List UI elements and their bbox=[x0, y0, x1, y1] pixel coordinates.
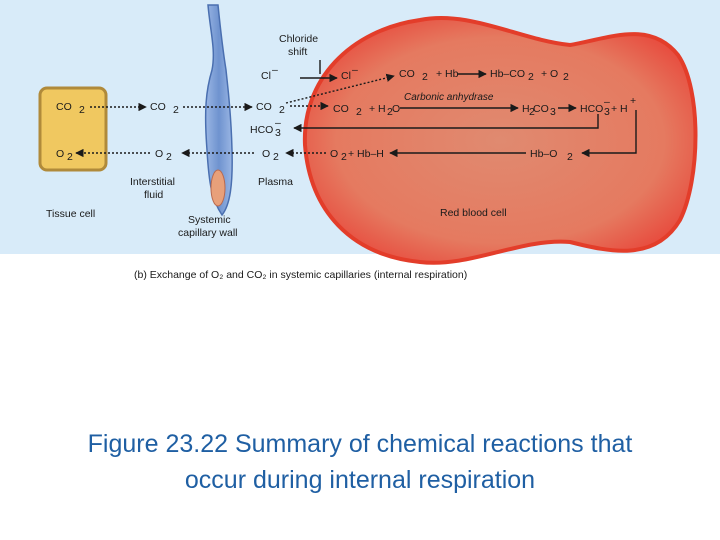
svg-text:+: + bbox=[630, 95, 637, 107]
caption-line-1: Figure 23.22 Summary of chemical reactions that bbox=[87, 430, 633, 458]
svg-text:2: 2 bbox=[279, 104, 285, 116]
rbc-cl-label: Cl bbox=[341, 70, 351, 82]
panel-caption: (b) Exchange of O₂ and CO₂ in systemic capillaries (internal respiration) bbox=[134, 269, 468, 281]
rbc-hb-co2-label: Hb–CO bbox=[490, 68, 526, 80]
svg-text:2: 2 bbox=[528, 71, 534, 83]
capillary-wall-label-1: Systemic bbox=[188, 214, 231, 226]
svg-text:2: 2 bbox=[567, 151, 573, 163]
rbc-plus-hb-h-label: + Hb–H bbox=[348, 148, 384, 160]
svg-text:2: 2 bbox=[273, 151, 279, 163]
rbc-h2co3-label: H bbox=[522, 103, 530, 115]
plasma-o2-label: O bbox=[262, 148, 271, 160]
interstitial-label-2: fluid bbox=[144, 189, 164, 201]
svg-text:2: 2 bbox=[563, 71, 569, 83]
red-blood-cell-shape bbox=[305, 18, 696, 263]
svg-text:–: – bbox=[352, 64, 358, 76]
interstitial-co2-label: CO bbox=[150, 101, 166, 113]
svg-text:2: 2 bbox=[422, 71, 428, 83]
carbonic-anhydrase-label: Carbonic anhydrase bbox=[404, 92, 494, 103]
capillary-wall-label-2: capillary wall bbox=[178, 227, 238, 239]
svg-text:–: – bbox=[272, 64, 278, 76]
svg-text:–: – bbox=[604, 96, 610, 108]
chloride-shift-label-1: Chloride bbox=[279, 33, 319, 45]
red-blood-cell-label: Red blood cell bbox=[440, 207, 507, 219]
svg-text:3: 3 bbox=[550, 106, 556, 118]
rbc-hco3-h-label: HCO bbox=[580, 103, 604, 115]
tissue-cell-label: Tissue cell bbox=[46, 208, 96, 220]
rbc-plus-h2o-label: + H bbox=[369, 103, 386, 115]
rbc-plus-hb-label: + Hb bbox=[436, 68, 459, 80]
interstitial-o2-label: O bbox=[155, 148, 164, 160]
svg-text:3: 3 bbox=[275, 127, 281, 139]
svg-text:2: 2 bbox=[173, 104, 179, 116]
svg-text:2: 2 bbox=[166, 151, 172, 163]
rbc-plus-o2-label: + O bbox=[541, 68, 559, 80]
svg-text:O: O bbox=[392, 103, 401, 115]
rbc-co2-mid-label: CO bbox=[333, 103, 349, 115]
interstitial-label-1: Interstitial bbox=[130, 176, 175, 188]
svg-text:2: 2 bbox=[67, 151, 73, 163]
svg-text:2: 2 bbox=[529, 106, 535, 118]
tissue-o2-label: O bbox=[56, 148, 65, 160]
tissue-co2-label: CO bbox=[56, 101, 72, 113]
svg-text:–: – bbox=[275, 117, 281, 129]
svg-text:3: 3 bbox=[604, 106, 610, 118]
plasma-co2-label: CO bbox=[256, 101, 272, 113]
caption-line-2: occur during internal respiration bbox=[184, 466, 536, 494]
rbc-hb-o2-label: Hb–O bbox=[530, 148, 558, 160]
svg-text:2: 2 bbox=[341, 151, 347, 163]
svg-text:+ H: + H bbox=[611, 103, 628, 115]
endothelial-nucleus bbox=[211, 170, 225, 206]
svg-text:2: 2 bbox=[387, 106, 393, 118]
svg-text:CO: CO bbox=[533, 103, 549, 115]
svg-text:2: 2 bbox=[79, 104, 85, 116]
chloride-shift-label-2: shift bbox=[288, 46, 308, 58]
plasma-label: Plasma bbox=[258, 176, 294, 188]
rbc-o2-label: O bbox=[330, 148, 339, 160]
figure-caption bbox=[0, 426, 720, 498]
tissue-cell-shape bbox=[40, 88, 106, 170]
rbc-co2-top-label: CO bbox=[399, 68, 415, 80]
plasma-hco3-label: HCO bbox=[250, 124, 274, 136]
svg-text:2: 2 bbox=[356, 106, 362, 118]
plasma-cl-label: Cl bbox=[261, 70, 271, 82]
